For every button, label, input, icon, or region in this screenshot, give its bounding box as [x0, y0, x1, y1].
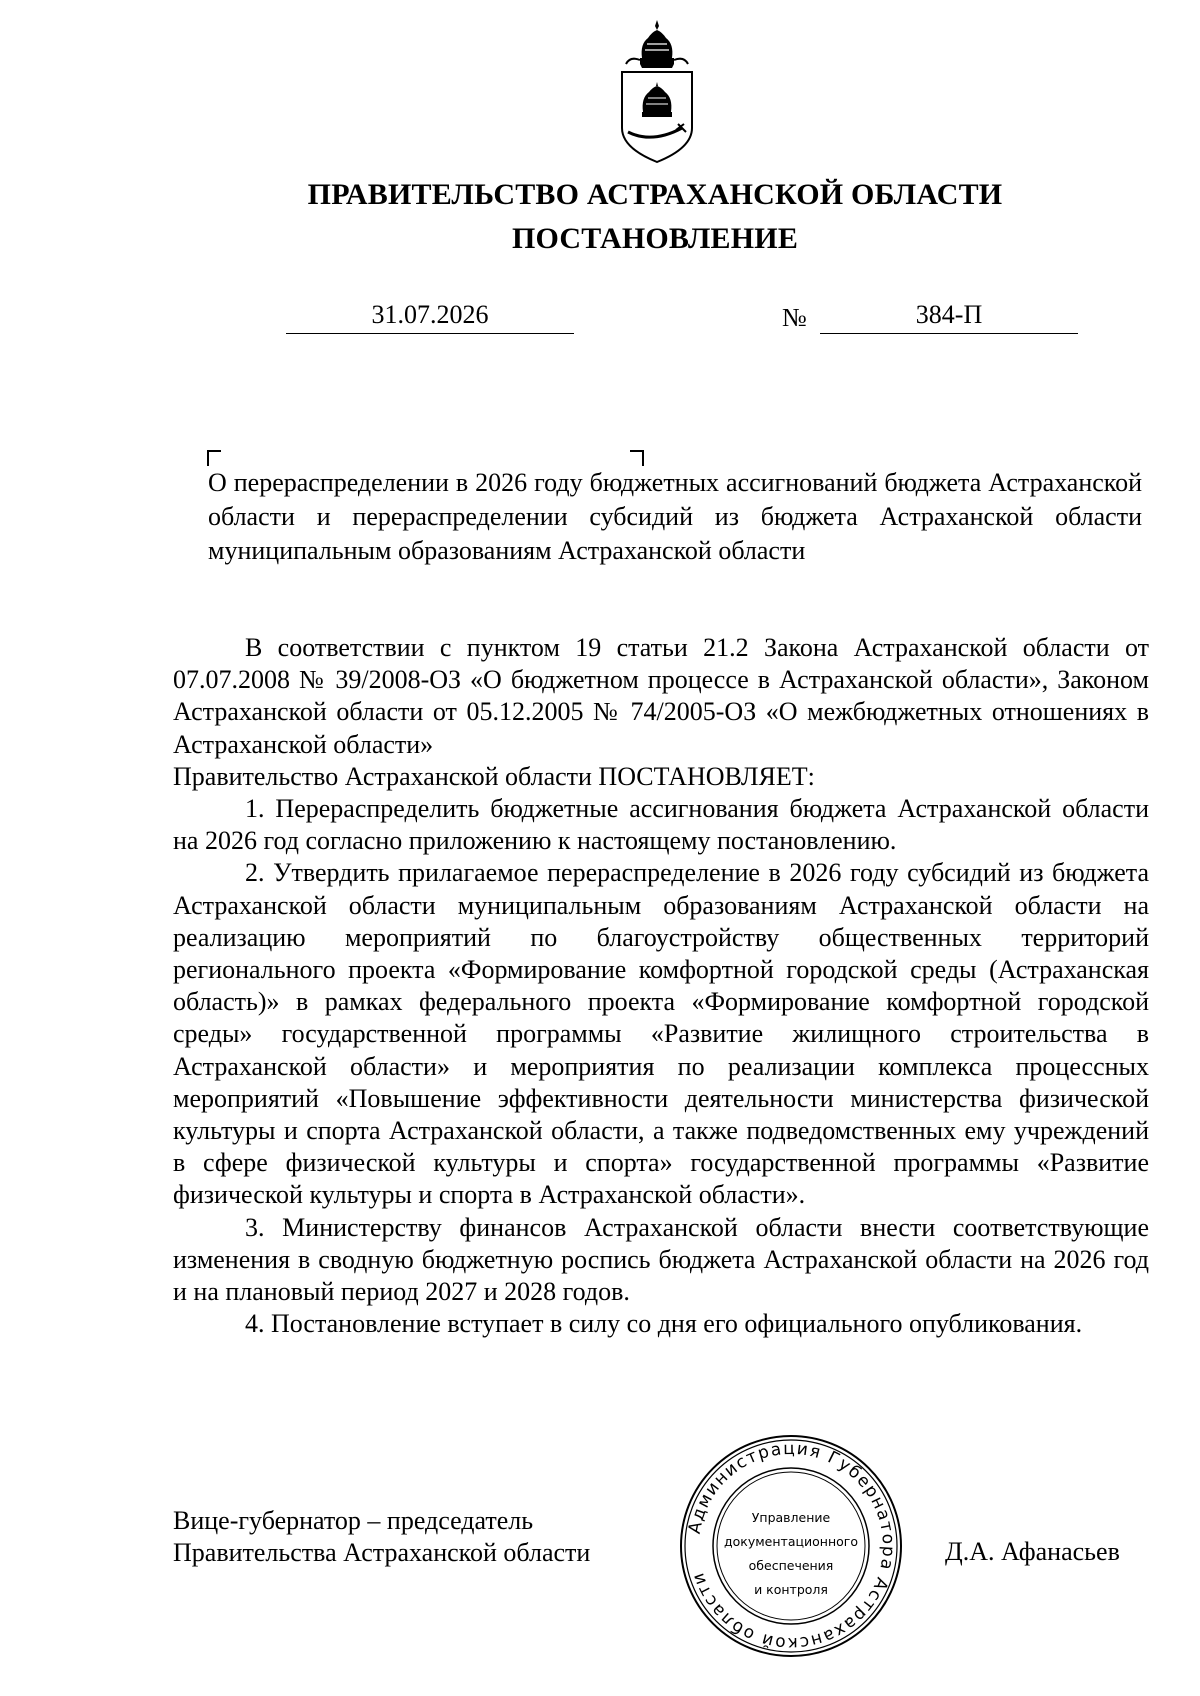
item-paragraph-4: 4. Постановление вступает в силу со дня его официального опубликования.: [245, 1309, 1083, 1339]
document-body: [173, 632, 1149, 1340]
stamp-outer-text: Администрация Губернатора Астраханской области: [684, 1438, 899, 1654]
number-underline: [820, 333, 1078, 334]
item-paragraph-2: 2. Утвердить прилагаемое перераспределение в 2026 году субсидий из бюджета Астраханской области муниципальным образованиям Астраханской области на реализацию мероприятий по благоустройству общественных территорий регионального проекта «Формирование комфортной городской среды (Астраханская область)» в рамках федерального проекта «Формирование комфортной городской среды» государственной программы «Развитие жилищного строительства в Астраханской области» и мероприятия по реализации комплекса процессных мероприятий «Повышение эффективности деятельности министерства физической культуры и спорта Астраханской области, а также подведомственных ему учреждений в сфере физической культуры и спорта» государственной программы «Развитие физической культуры и спорта в Астраханской области».: [173, 858, 1149, 1210]
number-label: №: [782, 303, 807, 332]
document-date: [286, 300, 574, 334]
coat-of-arms-icon: [612, 20, 702, 170]
subject-corner-left: [207, 450, 221, 466]
item-paragraph-1: 1. Перераспределить бюджетные ассигнования бюджета Астраханской области на 2026 год согласно приложению к настоящему постановлению.: [173, 794, 1149, 856]
subject-corner-right: [630, 450, 644, 466]
signatory-position-line-2: Правительства Астраханской области: [173, 1538, 591, 1567]
signatory-position-line-1: Вице-губернатор – председатель: [173, 1506, 534, 1535]
document-subject: О перераспределении в 2026 году бюджетных ассигнований бюджета Астраханской области и перераспределении субсидий из бюджета Астраханской области муниципальным образованиям Астраханской области: [208, 468, 1142, 565]
document-number-value: 384-П: [915, 300, 983, 329]
document-date-value: 31.07.2026: [371, 300, 489, 329]
organization-title: ПРАВИТЕЛЬСТВО АСТРАХАНСКОЙ ОБЛАСТИ: [307, 178, 1003, 211]
preamble-paragraph: В соответствии с пунктом 19 статьи 21.2 Закона Астраханской области от 07.07.2008 № 39/2008-ОЗ «О бюджетном процессе в Астраханской области», Законом Астраханской области от 05.12.2005 № 74/2005-ОЗ «О межбюджетных отношениях в Астраханской области»: [173, 633, 1149, 759]
document-number: [820, 300, 1078, 334]
date-underline: [286, 333, 574, 334]
signatory-name: Д.А. Афанасьев: [945, 1537, 1120, 1566]
resolution-line: Правительство Астраханской области ПОСТАНОВЛЯЕТ:: [173, 761, 815, 791]
stamp-inner-line-2: документационного: [724, 1534, 858, 1549]
stamp-inner-line-4: и контроля: [754, 1582, 828, 1597]
official-stamp: [677, 1432, 905, 1660]
document-type-title: ПОСТАНОВЛЕНИЕ: [511, 222, 799, 255]
stamp-inner-line-3: обеспечения: [748, 1558, 834, 1573]
item-paragraph-3: 3. Министерству финансов Астраханской области внести соответствующие изменения в сводную бюджетную роспись бюджета Астраханской области на 2026 год и на плановый период 2027 и 2028 годов.: [173, 1212, 1149, 1307]
stamp-inner-line-1: Управление: [751, 1510, 831, 1525]
signatory-position: [173, 1505, 590, 1569]
